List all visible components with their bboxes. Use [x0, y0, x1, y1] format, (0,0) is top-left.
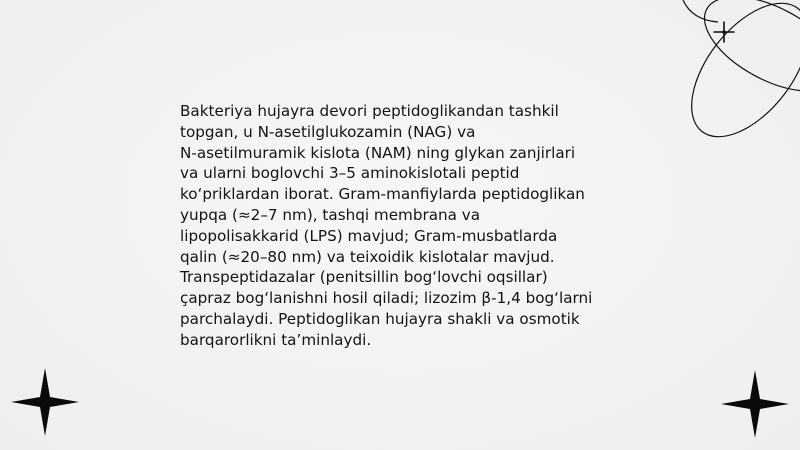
- four-point-star-icon: [721, 370, 789, 438]
- four-point-star-icon: [11, 368, 79, 436]
- small-sparkle-icon: [713, 21, 735, 43]
- body-paragraph: Bakteriya hujayra devori peptidoglikandan tashkil topgan, u N-asetilglukozamin (NAG) va N-asetilmuramik kislota (NAM) ning glykan zanjirlari va ularni boglovchi 3–5 aminokislotali peptid ko‘priklardan iborat. Gram-manfiylarda peptidoglikan yupqa (≈2–7 nm), tashqi membrana va lipopolisakkarid (LPS) mavjud; Gram-musbatlarda qalin (≈20–80 nm) va teixoidik kislotalar mavjud. Transpeptidazalar (penitsillin bog‘lovchi oqsillar) çapraz bog‘lanishni hosil qiladi; lizozim β-1,4 bog‘larni parchalaydi. Peptidoglikan hujayra shakli va osmotik barqarorlikni ta’minlaydi.: [180, 102, 593, 349]
